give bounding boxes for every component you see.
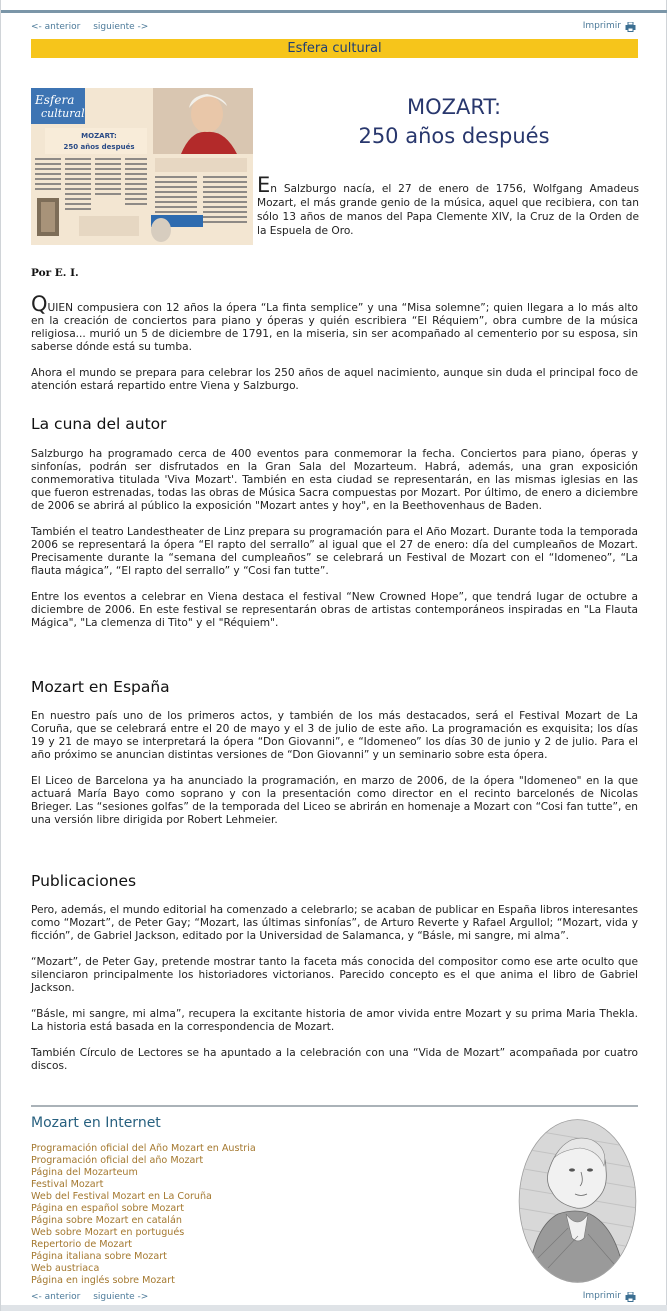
section-body-cuna (31, 448, 638, 643)
paragraph: Salzburgo ha programado cerca de 400 eventos para conmemorar la fecha. Conciertos para piano, óperas y sinfonías, podrán ser disfrutados en la Gran Sala del Mozarteum. Habrá, además, una gran exposición conmemorativa titulada 'Viva Mozart'. También en esta ciudad se representarán, en las mismas iglesias en las que fueron estrenadas, todas las obras de Música Sacra compuestas por Mozart. Por último, de enero a diciembre de 2006 se abrirá al público la exposición "Mozart antes y hoy", en la Beethovenhaus de Baden. (31, 448, 638, 512)
next-link[interactable]: siguiente -> (93, 22, 149, 32)
paragraph: En nuestro país uno de los primeros actos, y también de los más destacados, será el Festival Mozart de La Coruña, que se celebrará entre el 20 de mayo y el 3 de julio de este año. La programación es exquisita; los días 19 y 21 de mayo se interpretará la ópera “Don Giovanni”, e “Idomeneo” los días 30 de junio y 2 de julio. Para el año próximo se anuncian distintas versiones de “Don Giovanni” y un seminario sobre esta ópera. (31, 710, 638, 761)
paragraph: También Círculo de Lectores se ha apuntado a la celebración con una “Vida de Mozart” acompañada por cuatro discos. (31, 1047, 638, 1072)
printer-icon (625, 22, 636, 31)
print-link-bottom[interactable] (583, 1291, 636, 1301)
internet-links-list (31, 1143, 256, 1287)
article-lede (257, 173, 639, 238)
internet-links-title: Mozart en Internet (31, 1115, 161, 1131)
link-austrian-web[interactable]: Web austriaca (31, 1263, 100, 1274)
printer-icon (625, 1292, 636, 1301)
cover-masthead-1: Esfera (35, 93, 75, 107)
article-title (301, 93, 607, 151)
link-mozarteum[interactable]: Página del Mozarteum (31, 1167, 138, 1178)
section-body-espana (31, 710, 638, 840)
section-body-publicaciones (31, 904, 638, 1086)
intro-paragraph-1 (31, 292, 638, 354)
section-heading-cuna: La cuna del autor (31, 415, 167, 433)
link-italian-page[interactable]: Página italiana sobre Mozart (31, 1251, 167, 1262)
cover-masthead-2: cultural (41, 107, 85, 120)
paragraph: Pero, además, el mundo editorial ha comenzado a celebrarlo; se acaban de publicar en España libros interesantes como “Mozart”, de Peter Gay; “Mozart, las últimas sinfonías”, de Arturo Reverte y Rafael Argullol; “Mozart, vida y ficción”, de Gabriel Jackson, editado por la Universidad de Salamanca, y “Básle, mi sangre, mi alma”. (31, 904, 638, 942)
print-label: Imprimir (582, 1291, 621, 1301)
link-austria-program[interactable]: Programación oficial del Año Mozart en Austria (31, 1143, 256, 1154)
byline: Por E. I. (31, 267, 79, 279)
article-title-line2: 250 años después (358, 124, 550, 148)
print-link-top[interactable] (583, 21, 636, 31)
section-heading-publicaciones: Publicaciones (31, 872, 137, 890)
next-link[interactable]: siguiente -> (93, 1292, 149, 1302)
divider (31, 1105, 638, 1107)
lede-text: n Salzburgo nacía, el 27 de enero de 1756, Wolfgang Amadeus Mozart, el más grande genio de la música, aquel que recibiera, con tan sólo 13 años de manos del Papa Clemente XIV, la Cruz de la Orden de la Espuela de Oro. (257, 183, 639, 237)
lede-drop-cap: E (257, 173, 271, 197)
paragraph: “Básle, mi sangre, mi alma”, recupera la excitante historia de amor vivida entre Mozart y su prima Maria Thekla. La historia está basada en la correspondencia de Mozart. (31, 1008, 638, 1033)
print-label: Imprimir (582, 21, 621, 31)
link-repertorio[interactable]: Repertorio de Mozart (31, 1239, 133, 1250)
section-bar: Esfera cultural (31, 39, 638, 58)
paragraph: “Mozart”, de Peter Gay, pretende mostrar tanto la faceta más conocida del compositor como ese arte oculto que silenciaron principalmente los historiadores victorianos. Parecido concepto es el que anima el libro de Gabriel Jackson. (31, 956, 638, 994)
bottom-nav (31, 1292, 158, 1302)
cover-headline: MOZART: (81, 132, 117, 140)
paragraph: El Liceo de Barcelona ya ha anunciado la programación, en marzo de 2006, de la ópera "Idomeneo" en la que actuará María Bayo como soprano y con la presentación como director en el recinto barcelonés de Nicolas Brieger. Las “sesiones golfas” de la temporada del Liceo se abrirán en homenaje a Mozart con “Cosi fan tutte”, en una versión libre dirigida por Robert Lehmeier. (31, 775, 638, 826)
cover-headline-2: 250 años después (63, 143, 135, 151)
link-english-page[interactable]: Página en inglés sobre Mozart (31, 1275, 175, 1286)
top-rule (1, 10, 667, 13)
mozart-portrait-image (518, 1118, 637, 1284)
top-nav (31, 22, 158, 32)
paragraph: También el teatro Landestheater de Linz prepara su programación para el Año Mozart. Durante toda la temporada 2006 se representará la ópera “El rapto del serrallo” al igual que el 27 de enero: día del cumpleaños de Mozart. Precisamente durante la “semana del cumpleaños” se celebrará un Festival de Mozart con el “Idomeneo”, “La flauta mágica”, “El rapto del serrallo” y “Cosi fan tutte”. (31, 526, 638, 577)
intro-block (31, 292, 638, 406)
intro-paragraph-2: Ahora el mundo se prepara para celebrar los 250 años de aquel nacimiento, aunque sin duda el principal foco de atención estará repartido entre Viena y Salzburgo. (31, 367, 638, 392)
intro-text: compusiera con 12 años la ópera “La finta semplice” y una “Misa solemne”; quien llegara a lo más alto en la creación de conciertos para piano y óperas y quién escribiera “El Réquiem”, obra cumbre de la música religiosa... murió un 5 de diciembre de 1791, en la miseria, sin ser acompañado al cementerio por su esposa, sin saberse dónde está su tumba. (31, 302, 638, 353)
prev-link[interactable]: <- anterior (31, 1292, 81, 1302)
intro-first-word: UIEN (47, 302, 74, 314)
article-cover-image (31, 88, 253, 245)
bottom-rule (1, 1305, 667, 1311)
link-official-program[interactable]: Programación oficial del año Mozart (31, 1155, 204, 1166)
paragraph: Entre los eventos a celebrar en Viena destaca el festival “New Crowned Hope”, que tendrá lugar de octubre a diciembre de 2006. En este festival se representarán obras de artistas contemporáneos inspiradas en "La Flauta Mágica", "La clemenza di Tito" y el "Réquiem". (31, 591, 638, 629)
link-portuguese-page[interactable]: Web sobre Mozart en portugués (31, 1227, 185, 1238)
prev-link[interactable]: <- anterior (31, 22, 81, 32)
section-heading-espana: Mozart en España (31, 678, 170, 696)
intro-drop-cap: Q (31, 292, 48, 316)
link-catalan-page[interactable]: Página sobre Mozart en catalán (31, 1215, 182, 1226)
article-title-line1: MOZART: (406, 95, 502, 119)
link-festival-mozart[interactable]: Festival Mozart (31, 1179, 104, 1190)
link-spanish-page[interactable]: Página en español sobre Mozart (31, 1203, 184, 1214)
link-festival-coruna[interactable]: Web del Festival Mozart en La Coruña (31, 1191, 212, 1202)
